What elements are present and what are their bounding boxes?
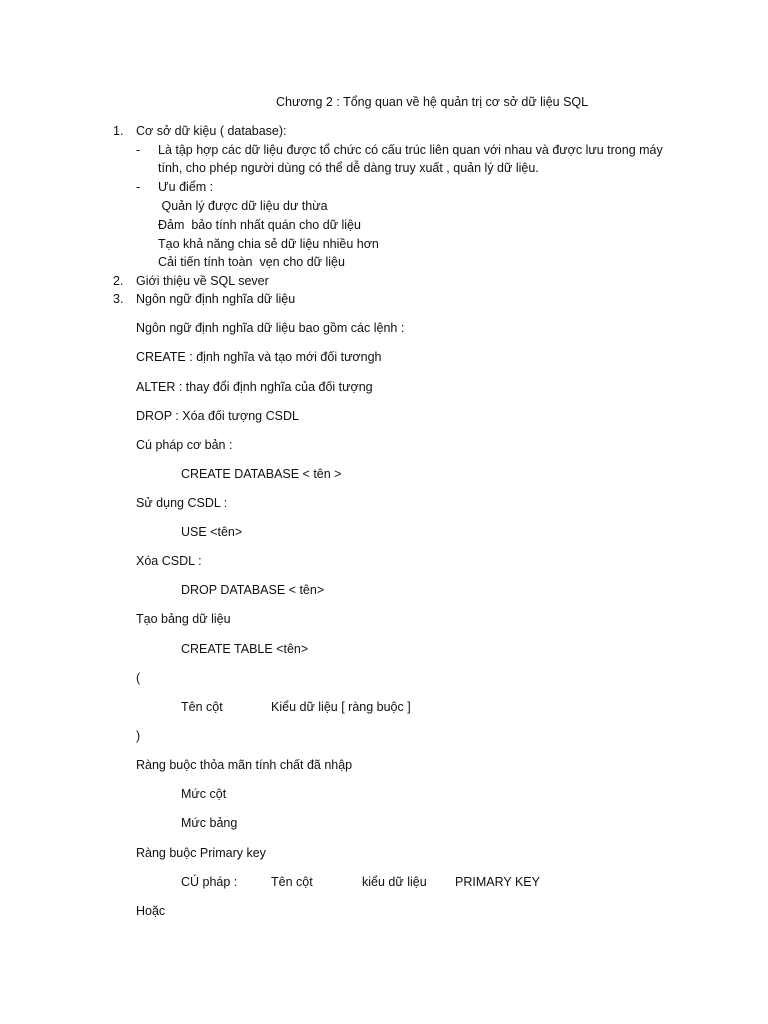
column-type-label: Kiểu dữ liệu [ ràng buộc ]: [271, 700, 411, 714]
create-table-label: Tạo bảng dữ liệu: [136, 612, 231, 626]
dash-bullet: -: [136, 143, 141, 157]
list-number-2: 2.: [113, 274, 124, 288]
pk-column-name: Tên cột: [271, 875, 313, 889]
page-title: Chương 2 : Tổng quan về hệ quản trị cơ sở dữ liệu SQL: [276, 95, 589, 109]
definition-line-1: Là tập hợp các dữ liệu được tổ chức có cấu trúc liên quan với nhau và được lưu trong máy: [158, 143, 663, 157]
list-item-1-heading: Cơ sở dữ kiệu ( database):: [136, 124, 287, 138]
list-number-3: 3.: [113, 292, 124, 306]
constraint-level-column: Mức cột: [181, 787, 227, 801]
list-number-1: 1.: [113, 124, 124, 138]
ddl-drop: DROP : Xóa đối tượng CSDL: [136, 409, 299, 423]
pk-syntax-label: CÚ pháp :: [181, 875, 238, 889]
create-database-syntax: CREATE DATABASE < tên >: [181, 467, 342, 481]
list-item-3-heading: Ngôn ngữ định nghĩa dữ liệu: [136, 292, 296, 306]
constraint-level-table: Mức bảng: [181, 816, 238, 830]
use-db-syntax: USE <tên>: [181, 525, 243, 539]
open-paren: (: [136, 671, 141, 685]
advantage-item: Cải tiến tính toàn vẹn cho dữ liệu: [158, 255, 345, 269]
close-paren: ): [136, 729, 141, 743]
primary-key-label: Ràng buộc Primary key: [136, 846, 266, 860]
delete-db-label: Xóa CSDL :: [136, 554, 202, 568]
syntax-label: Cú pháp cơ bản :: [136, 438, 233, 452]
advantages-label: Ưu điểm :: [158, 180, 214, 194]
column-name-label: Tên cột: [181, 700, 223, 714]
ddl-create: CREATE : định nghĩa và tạo mới đối tươngh: [136, 350, 382, 364]
list-item-2-heading: Giới thiệu về SQL sever: [136, 274, 269, 288]
advantage-item: Quản lý được dữ liệu dư thừa: [158, 199, 328, 213]
drop-database-syntax: DROP DATABASE < tên>: [181, 583, 325, 597]
or-label: Hoặc: [136, 904, 166, 918]
pk-column-type: kiểu dữ liệu: [362, 875, 427, 889]
ddl-intro: Ngôn ngữ định nghĩa dữ liệu bao gồm các lệnh :: [136, 321, 405, 335]
create-table-syntax: CREATE TABLE <tên>: [181, 642, 309, 656]
advantage-item: Đảm bảo tính nhất quán cho dữ liệu: [158, 218, 361, 232]
ddl-alter: ALTER : thay đổi định nghĩa của đối tượng: [136, 380, 373, 394]
definition-line-2: tính, cho phép người dùng có thể dễ dàng truy xuất , quản lý dữ liệu.: [158, 161, 539, 175]
constraint-label: Ràng buộc thỏa mãn tính chất đã nhập: [136, 758, 353, 772]
use-db-label: Sử dụng CSDL :: [136, 496, 228, 510]
advantage-item: Tạo khả năng chia sẻ dữ liệu nhiều hơn: [158, 237, 379, 251]
dash-bullet: -: [136, 180, 141, 194]
pk-keyword: PRIMARY KEY: [455, 875, 540, 889]
